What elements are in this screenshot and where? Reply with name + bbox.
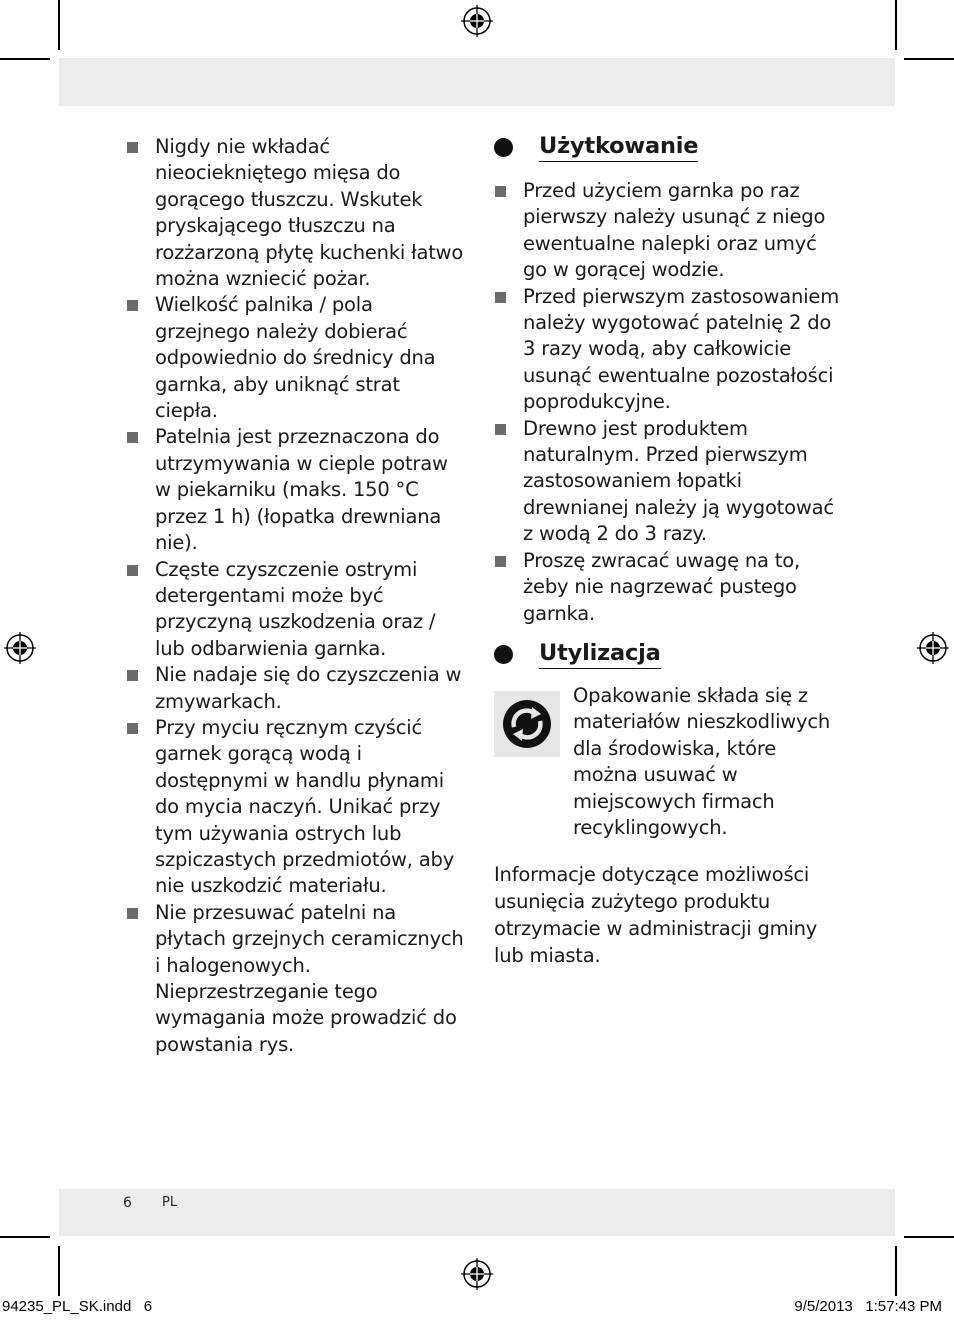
crop-mark: [904, 58, 954, 60]
bullet-square-icon: [127, 300, 138, 311]
list-item-text: Wielkość palnika / pola grzejnego należy dobierać odpowiednio do średnicy dna garnka, aby uniknąć strat ciepła.: [155, 293, 436, 423]
header-band: [59, 58, 895, 106]
list-item: [126, 715, 466, 900]
heading-bullet-icon: [494, 645, 513, 664]
disposal-heading-text: Utylizacja: [539, 639, 661, 669]
bullet-square-icon: [495, 292, 506, 303]
list-item: [126, 900, 466, 1058]
bullet-square-icon: [127, 432, 138, 443]
list-item: [494, 548, 839, 627]
usage-list: [494, 178, 839, 627]
list-item: [126, 662, 466, 715]
crop-mark: [895, 1246, 897, 1296]
page-number: 6: [123, 1195, 132, 1211]
packaging-block: [494, 683, 839, 845]
crop-mark: [0, 1236, 50, 1238]
registration-mark-icon: [461, 1258, 493, 1290]
packaging-text: Opakowanie składa się z materiałów nieszkodliwych dla środowiska, które można usuwać w miejscowych firmach recyklingowych.: [573, 683, 831, 839]
bullet-square-icon: [127, 670, 138, 681]
list-item: [126, 292, 466, 424]
bullet-square-icon: [127, 142, 138, 153]
crop-mark: [904, 1236, 954, 1238]
bullet-square-icon: [127, 908, 138, 919]
bullet-square-icon: [495, 556, 506, 567]
crop-mark: [895, 0, 897, 50]
bullet-square-icon: [495, 186, 506, 197]
list-item: [126, 424, 466, 556]
bullet-square-icon: [127, 565, 138, 576]
bullet-square-icon: [127, 723, 138, 734]
right-column: [494, 134, 839, 969]
usage-heading: [494, 134, 839, 166]
crop-mark: [0, 58, 50, 60]
slug-datetime: 9/5/2013 1:57:43 PM: [794, 1298, 942, 1315]
list-item-text: Przy myciu ręcznym czyścić garnek gorącą wodą i dostępnymi w handlu płynami do mycia naczyń. Unikać przy tym używania ostrych lub szpiczastych przedmiotów, aby nie uszkodzić materiału.: [155, 715, 455, 898]
language-code: PL: [162, 1195, 178, 1210]
list-item: [126, 134, 466, 292]
list-item: [494, 178, 839, 284]
left-column: [126, 134, 466, 1058]
list-item-text: Patelnia jest przeznaczona do utrzymywania w cieple potraw w piekarniku (maks. 150 °C przez 1 h) (łopatka drewniana nie).: [155, 425, 448, 555]
list-item: [126, 557, 466, 663]
disposal-heading: [494, 641, 839, 673]
list-item-text: Nie nadaje się do czyszczenia w zmywarkach.: [155, 663, 462, 713]
list-item: [494, 284, 839, 416]
registration-mark-icon: [4, 632, 36, 664]
list-item-text: Przed użyciem garnka po raz pierwszy należy usunąć z niego ewentualne nalepki oraz umyć go w gorącej wodzie.: [523, 179, 826, 282]
safety-list: [126, 134, 466, 1058]
list-item-text: Proszę zwracać uwagę na to, żeby nie nagrzewać pustego garnka.: [523, 548, 800, 625]
list-item-text: Nigdy nie wkładać nieociekniętego mięsa do gorącego tłuszczu. Wskutek pryskającego tłuszczu na rozżarzoną płytę kuchenki łatwo można wzniecić pożar.: [155, 135, 464, 291]
disposal-info-text: Informacje dotyczące możliwości usunięcia zużytego produktu otrzymacie w administracji gminy lub miasta.: [494, 862, 818, 967]
crop-mark: [58, 0, 60, 50]
heading-bullet-icon: [494, 138, 513, 157]
registration-mark-icon: [917, 632, 949, 664]
bullet-square-icon: [495, 424, 506, 435]
usage-heading-text: Użytkowanie: [539, 132, 698, 162]
footer-band: [59, 1189, 895, 1236]
registration-mark-icon: [461, 5, 493, 37]
green-dot-recycling-icon: [494, 691, 560, 757]
list-item: [494, 416, 839, 548]
list-item-text: Drewno jest produktem naturalnym. Przed pierwszym zastosowaniem łopatki drewnianej należy ją wygotować z wodą 2 do 3 razy.: [523, 416, 834, 546]
crop-mark: [58, 1246, 60, 1296]
slug-file: 94235_PL_SK.indd 6: [2, 1298, 153, 1315]
list-item-text: Nie przesuwać patelni na płytach grzejnych ceramicznych i halogenowych. Nieprzestrzeganie tego wymagania może prowadzić do powstania rys.: [155, 900, 464, 1056]
list-item-text: Przed pierwszym zastosowaniem należy wygotować patelnię 2 do 3 razy wodą, aby całkowicie usunąć ewentualne pozostałości poprodukcyjne.: [523, 284, 840, 414]
list-item-text: Częste czyszczenie ostrymi detergentami może być przyczyną uszkodzenia oraz / lub odbarwienia garnka.: [155, 557, 436, 660]
